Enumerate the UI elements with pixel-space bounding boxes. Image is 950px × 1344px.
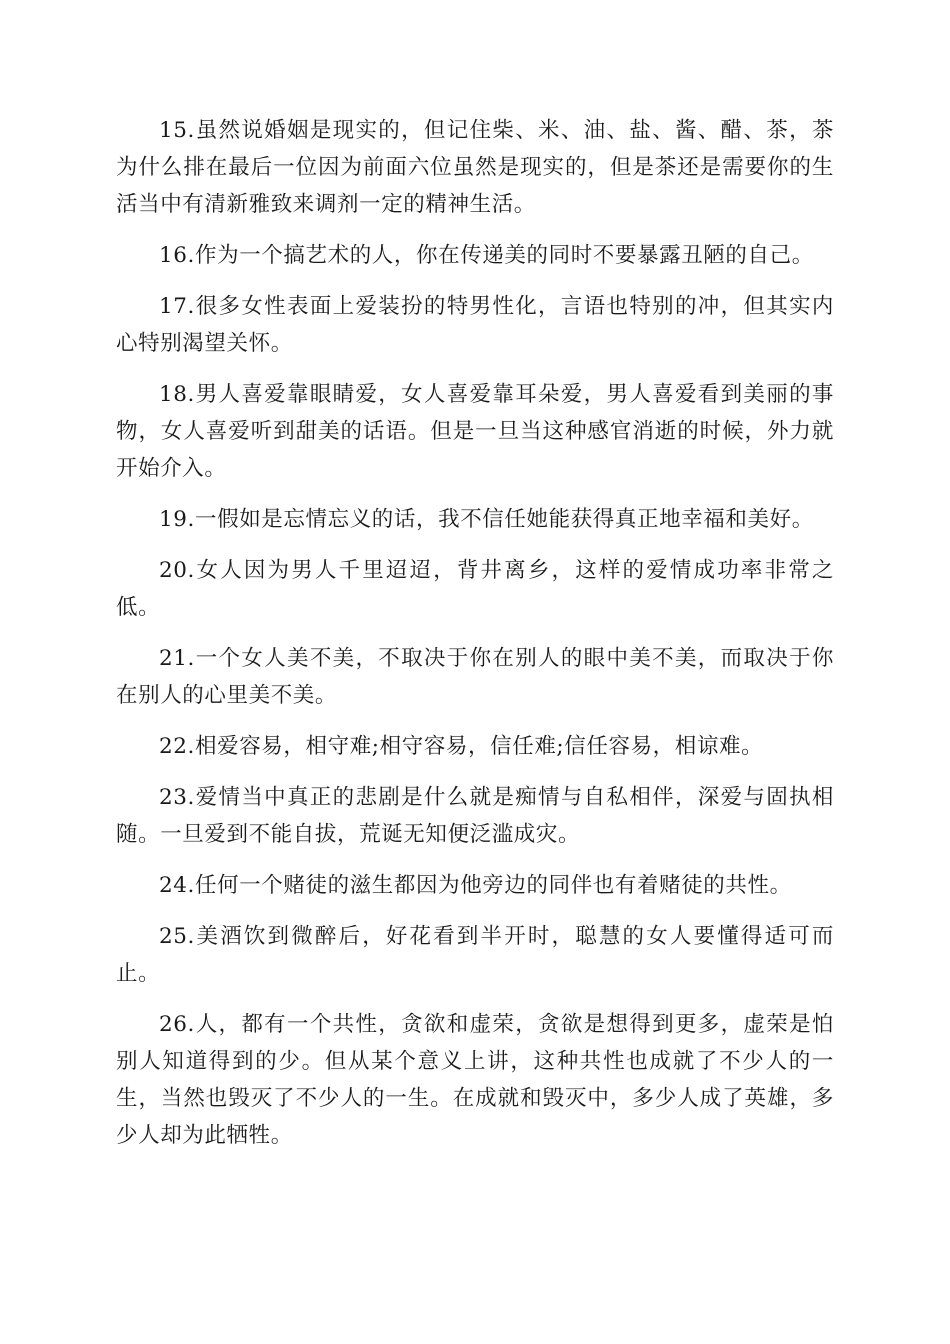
quote-paragraph-17: 17.很多女性表面上爱装扮的特男性化，言语也特别的冲，但其实内心特别渴望关怀。 [116, 294, 834, 356]
quote-paragraph-22: 22.相爱容易，相守难;相守容易，信任难;信任容易，相谅难。 [159, 734, 764, 759]
document-body [116, 112, 834, 1168]
quote-paragraph-15: 15.虽然说婚姻是现实的，但记住柴、米、油、盐、酱、醋、茶，茶为什么排在最后一位因为前面六位虽然是现实的，但是茶还是需要你的生活当中有清新雅致来调剂一定的精神生活。 [116, 118, 834, 217]
quote-paragraph-25: 25.美酒饮到微醉后，好花看到半开时，聪慧的女人要懂得适可而止。 [116, 924, 834, 986]
quote-paragraph-24: 24.任何一个赌徒的滋生都因为他旁边的同伴也有着赌徒的共性。 [159, 873, 792, 898]
quote-paragraph-26: 26.人，都有一个共性，贪欲和虚荣，贪欲是想得到更多，虚荣是怕别人知道得到的少。但从某个意义上讲，这种共性也成就了不少人的一生，当然也毁灭了不少人的一生。在成就和毁灭中，多少人成了英雄，多少人却为此牺牲。 [116, 1012, 834, 1148]
quote-paragraph-23: 23.爱情当中真正的悲剧是什么就是痴情与自私相伴，深爱与固执相随。一旦爱到不能自拔，荒诞无知便泛滥成灾。 [116, 785, 834, 847]
quote-paragraph-21: 21.一个女人美不美，不取决于你在别人的眼中美不美，而取决于你在别人的心里美不美。 [116, 646, 834, 708]
quote-paragraph-19: 19.一假如是忘情忘义的话，我不信任她能获得真正地幸福和美好。 [159, 507, 814, 532]
quote-paragraph-20: 20.女人因为男人千里迢迢，背井离乡，这样的爱情成功率非常之低。 [116, 558, 834, 620]
quote-paragraph-16: 16.作为一个搞艺术的人，你在传递美的同时不要暴露丑陋的自己。 [159, 243, 814, 268]
quote-paragraph-18: 18.男人喜爱靠眼睛爱，女人喜爱靠耳朵爱，男人喜爱看到美丽的事物，女人喜爱听到甜美的话语。但是一旦当这种感官消逝的时候，外力就开始介入。 [116, 382, 834, 481]
